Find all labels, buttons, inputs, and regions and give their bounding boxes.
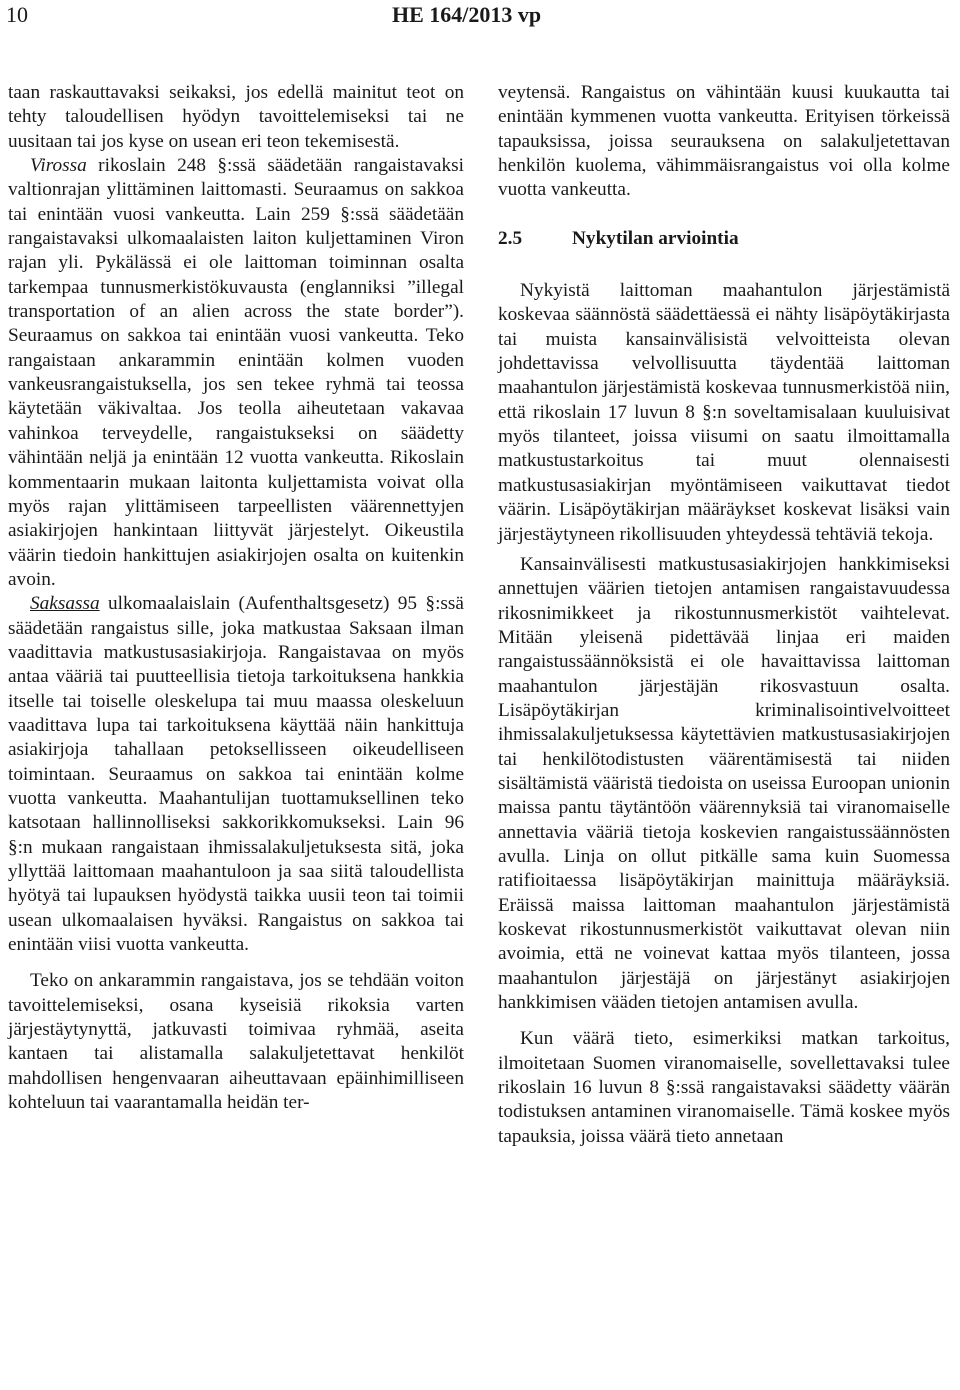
country-name-saksassa: Saksassa: [30, 593, 100, 615]
section-number: 2.5: [498, 227, 523, 249]
paragraph-virossa: [8, 154, 464, 592]
paragraph: Kansainvälisesti matkustusasiakirjojen hankkimiseksi annettujen väärien tietojen antamisen rangaistavuudessa rikosnimikkeet ja rikostunnusmerkistöt vaihtelevat. Mitään yleisenä pidettävää linjaa eri maiden rangaistussäännöksistä ei ole havaittavissa laittoman maahantulon järjestäjän rikosvastuun osalta. Lisäpöytäkirjan kriminalisointivelvoitteet ihmissalakuljetuksessa käytettävien matkustusasiakirjojen tai henkilötodistusten väärentämisestä tai niiden sisältämistä vääristä tiedoista on useissa Euroopan unionin maissa pantu täytäntöön väärennyksiä tai viranomaiselle annettavia vääriä tietoja koskevien rangaistussäännösten avulla. Linja on ollut pitkälle sama kuin Suomessa ratifioitaessa lisäpöytäkirjan mainittuja määräyksiä. Eräissä maissa laittoman maahantulon järjestämistä koskevat rikostunnusmerkistöt vaikuttavat olevan niin avoimia, että ne voinevat kattaa myös tilanteen, jossa maahantulon järjestäjä on järjestänyt asiakirjojen hankkimisen vääden tietojen antamisen avulla.: [498, 553, 950, 1014]
paragraph-text: rikoslain 248 §:ssä säädetään rangaistavaksi valtionrajan ylittäminen laittomasti. Seuraamus on sakkoa tai enintään vuosi vankeutta. Lain 259 §:ssä säädetään rangaistavaksi ulkomaalaisten laiton kuljettaminen Viron rajan yli. Pykälässä ei ole laittoman toiminnan osalta tarkempaa tunnusmerkistökuvausta (englanniksi ”illegal transportation of an alien across the state border”). Seuraamus on sakkoa tai enintään vuosi vankeutta. Teko rangaistaan ankarammin enintään kolmen vuoden vankeusrangaistuksella, jos sen tekee ryhmä tai teossa käytetään väkivaltaa. Jos teolla aiheutetaan vakavaa vahinkoa terveydelle, rangaistukseksi on säädetty vähintään neljä ja enintään 12 vuotta vankeutta. Rikoslain kommentaarin mukaan laitonta kuljettamista voivat olla myös rajan ylittämiseen tarpeellisten väärennettyjen asiakirjojen hankintaan liittyvät järjestelyt. Oikeustila väärin tiedoin hankittujen asiakirjojen osalta on kuitenkin avoin.: [8, 155, 464, 590]
left-column: [8, 81, 464, 1115]
paragraph: taan raskauttavaksi seikaksi, jos edellä mainitut teot on tehty taloudellisen hyödyn tavoittelemiseksi tai ne uusitaan tai jos kyse on usean eri teon tekemisestä.: [8, 82, 464, 152]
paragraph: Teko on ankarammin rangaistava, jos se tehdään voiton tavoittelemiseksi, osana kyseisiä rikoksia varten järjestäytynyttä, jatkuvasti toimivaa ryhmää, aseita kantaen tai alistamalla salakuljetettavat henkilöt mahdollisen hengenvaaran aiheuttavaan epäinhimilliseen kohteluun tai vaarantamalla heidän ter-: [8, 970, 464, 1114]
section-heading: [498, 227, 950, 251]
page-number: 10: [6, 2, 28, 27]
paragraph: Nykyistä laittoman maahantulon järjestämistä koskevaa säännöstä säädettäessä ei nähty lisäpöytäkirjasta tai muista kansainvälisistä velvoitteista olevan johdettavissa velvollisuutta täydentää laittoman maahantulon järjestämistä koskevaa tunnusmerkistöä niin, että rikoslain 17 luvun 8 §:n soveltamisalaan kuuluisivat myös tilanteet, joissa viisumi on saatu ilmoittamalla matkustustarkoitus tai muut olennaisesti matkustusasiakirjan myöntämiseen vaikuttavat tiedot väärin. Lisäpöytäkirjan määräykset koskevat lisäksi vain järjestäytyneen rikollisuuden yhteydessä tehtäviä tekoja.: [498, 280, 950, 545]
paragraph: Kun väärä tieto, esimerkiksi matkan tarkoitus, ilmoitetaan Suomen viranomaiselle, sovellettavaksi tulee rikoslain 16 luvun 8 §:ssä rangaistavaksi säädetty väärän todistuksen antaminen viranomaiselle. Tämä koskee myös tapauksia, joissa väärä tieto annetaan: [498, 1028, 950, 1147]
document-id: HE 164/2013 vp: [392, 2, 542, 27]
right-column: [498, 81, 950, 1149]
paragraph: veytensä. Rangaistus on vähintään kuusi kuukautta tai enintään kymmenen vuotta vankeutta. Erityisen törkeissä tapauksissa, joissa seurauksena on salakuljetettavan henkilön kuolema, vähimmäisrangaistus voi olla kolme vuotta vankeutta.: [498, 82, 950, 201]
page-header: [0, 0, 960, 34]
section-title: Nykytilan arviointia: [572, 227, 739, 249]
paragraph-text: ulkomaalaislain (Aufenthaltsgesetz) 95 §:ssä säädetään rangaistus sille, joka matkustaa Saksaan ilman vaadittavia matkustusasiakirjoja. Rangaistavaa on myös antaa vääriä tai puutteellisia tietoja tarkoituksena hankkia itselle tai toiselle oleskelupa tai muu maassa oleskeluun vaadittava lupa tai tarkoituksena käyttää näin hankittuja asiakirjoja tahallaan petoksellisseen oikeudelliseen toimintaan. Seuraamus on sakkoa tai enintään kolme vuotta vankeutta. Maahantulijan tuottamuksellinen teko katsotaan hallinnolliseksi sakkorikkomukseksi. Lain 96 §:n mukaan rangaistaan ihmissalakuljetuksesta sitä, joka yllyttää laittomaan maahantuloon ja saa siitä taloudellista hyötyä tai lupauksen hyödystä taikka uusii teon tai toimii usean ulkomaalaisen hyväksi. Rangaistus on sakkoa tai enintään viisi vuotta vankeutta.: [8, 593, 464, 956]
country-name-virossa: Virossa: [30, 155, 87, 177]
paragraph-saksassa: [8, 592, 464, 957]
